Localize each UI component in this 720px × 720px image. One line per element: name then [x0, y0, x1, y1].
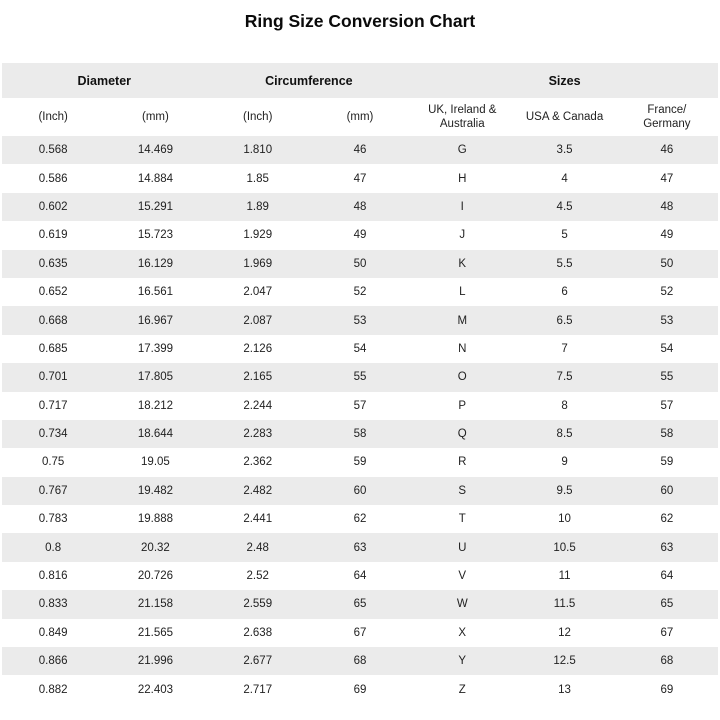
table-row	[2, 193, 718, 221]
table-cell: 62	[353, 513, 367, 526]
table-cell: 19.482	[137, 484, 174, 497]
table-cell: 0.652	[38, 286, 68, 299]
page-title: Ring Size Conversion Chart	[244, 11, 476, 31]
table-cell: 4	[561, 172, 568, 185]
column-header-row	[2, 98, 718, 136]
table-cell: 2.48	[246, 541, 269, 554]
table-cell: 2.165	[243, 371, 273, 384]
table-cell: 6.5	[556, 314, 573, 327]
table-cell: 2.087	[243, 314, 273, 327]
table-cell: 21.996	[137, 655, 174, 668]
table-cell: Z	[458, 683, 466, 696]
table-cell: T	[458, 513, 466, 526]
table-cell: 4.5	[556, 200, 573, 213]
table-cell: I	[460, 200, 464, 213]
table-cell: 48	[660, 200, 674, 213]
table-row	[2, 590, 718, 618]
table-cell: 19.888	[137, 513, 174, 526]
table-cell: 1.89	[246, 200, 269, 213]
table-cell: 53	[660, 314, 674, 327]
table-cell: 0.668	[38, 314, 68, 327]
table-cell: 21.158	[137, 598, 174, 611]
table-cell: 3.5	[556, 144, 573, 157]
table-cell: M	[457, 314, 468, 327]
table-cell: X	[458, 626, 467, 639]
table-cell: 54	[353, 342, 367, 355]
col-header-diameter-inch: (Inch)	[2, 98, 104, 136]
table-cell: 54	[660, 342, 674, 355]
table-cell: 2.126	[243, 342, 273, 355]
table-cell: 14.884	[137, 172, 174, 185]
table-row	[2, 420, 718, 448]
col-header-circumference-inch: (Inch)	[207, 98, 309, 136]
table-cell: S	[458, 484, 467, 497]
table-cell: 1.810	[243, 144, 273, 157]
table-cell: 0.717	[38, 399, 68, 412]
col-header-uk-ireland-australia: UK, Ireland & Australia	[411, 98, 513, 136]
table-cell: 0.833	[38, 598, 68, 611]
table-cell: 69	[660, 683, 674, 696]
table-cell: 12	[558, 626, 571, 639]
group-header-sizes: Sizes	[411, 63, 718, 98]
table-cell: 68	[660, 655, 674, 668]
table-cell: 52	[353, 286, 367, 299]
table-cell: 15.723	[137, 229, 174, 242]
table-row	[2, 505, 718, 533]
table-cell: 57	[660, 399, 674, 412]
table-cell: 0.568	[38, 144, 68, 157]
table-cell: 1.969	[243, 257, 273, 270]
table-row	[2, 675, 718, 703]
table-cell: 0.586	[38, 172, 68, 185]
table-cell: 55	[353, 371, 367, 384]
table-cell: 2.638	[243, 626, 273, 639]
table-cell: 0.734	[38, 428, 68, 441]
table-cell: 63	[660, 541, 674, 554]
table-cell: 46	[660, 144, 674, 157]
table-cell: 53	[353, 314, 367, 327]
table-cell: 2.559	[243, 598, 273, 611]
table-cell: 0.75	[41, 456, 65, 469]
table-cell: 5.5	[556, 257, 573, 270]
table-cell: 67	[660, 626, 674, 639]
table-cell: 64	[353, 570, 367, 583]
table-cell: 0.882	[38, 683, 68, 696]
table-row	[2, 363, 718, 391]
table-cell: 68	[353, 655, 367, 668]
table-cell: 49	[660, 229, 674, 242]
table-row	[2, 136, 718, 164]
table-cell: 2.244	[243, 399, 273, 412]
table-cell: 57	[353, 399, 367, 412]
table-cell: 59	[353, 456, 367, 469]
table-cell: J	[459, 229, 466, 242]
table-cell: 2.717	[243, 683, 273, 696]
table-body	[2, 136, 718, 704]
table-cell: 2.677	[243, 655, 273, 668]
table-cell: 10.5	[553, 541, 576, 554]
table-cell: V	[458, 570, 467, 583]
table-cell: 0.767	[38, 484, 68, 497]
table-cell: 2.047	[243, 286, 273, 299]
table-cell: 0.866	[38, 655, 68, 668]
table-cell: 65	[660, 598, 674, 611]
table-row	[2, 335, 718, 363]
table-cell: 48	[353, 200, 367, 213]
table-cell: Q	[457, 428, 467, 441]
table-cell: 16.967	[137, 314, 174, 327]
table-cell: 46	[353, 144, 367, 157]
table-cell: 9	[561, 456, 568, 469]
table-cell: U	[458, 541, 467, 554]
table-cell: 2.362	[243, 456, 273, 469]
table-cell: 69	[353, 683, 367, 696]
table-cell: 8.5	[556, 428, 573, 441]
table-cell: R	[458, 456, 467, 469]
table-cell: 62	[660, 513, 674, 526]
table-row	[2, 306, 718, 334]
table-cell: O	[457, 371, 467, 384]
table-cell: 19.05	[141, 456, 170, 469]
table-cell: 58	[353, 428, 367, 441]
ring-size-conversion-table	[2, 63, 718, 704]
table-cell: 65	[353, 598, 367, 611]
table-cell: 50	[353, 257, 367, 270]
table-cell: 7	[561, 342, 568, 355]
table-cell: 5	[561, 229, 568, 242]
table-cell: 0.816	[38, 570, 68, 583]
table-row	[2, 392, 718, 420]
table-cell: 15.291	[137, 200, 174, 213]
table-cell: 13	[558, 683, 571, 696]
table-cell: 18.212	[137, 399, 174, 412]
table-cell: 17.805	[137, 371, 174, 384]
table-cell: N	[458, 342, 467, 355]
table-cell: 0.685	[38, 342, 68, 355]
table-cell: 18.644	[137, 428, 174, 441]
table-cell: 52	[660, 286, 674, 299]
col-header-france-germany: France/ Germany	[616, 98, 718, 136]
group-header-diameter: Diameter	[2, 63, 207, 98]
table-cell: 16.561	[137, 286, 174, 299]
table-cell: 6	[561, 286, 568, 299]
table-cell: G	[457, 144, 467, 157]
table-cell: Y	[458, 655, 467, 668]
table-cell: L	[459, 286, 466, 299]
table-cell: 0.602	[38, 200, 68, 213]
table-cell: 47	[353, 172, 367, 185]
table-cell: 7.5	[556, 371, 573, 384]
col-header-diameter-mm: (mm)	[104, 98, 206, 136]
table-cell: 0.635	[38, 257, 68, 270]
table-row	[2, 448, 718, 476]
table-cell: 20.32	[141, 541, 170, 554]
table-cell: 12.5	[553, 655, 576, 668]
table-cell: 50	[660, 257, 674, 270]
table-cell: W	[456, 598, 468, 611]
table-cell: 2.283	[243, 428, 273, 441]
table-cell: 60	[353, 484, 367, 497]
table-cell: 60	[660, 484, 674, 497]
table-row	[2, 647, 718, 675]
group-header-circumference: Circumference	[207, 63, 412, 98]
group-header-row	[2, 63, 718, 98]
table-cell: 0.701	[38, 371, 68, 384]
table-cell: K	[458, 257, 467, 270]
table-cell: 14.469	[137, 144, 174, 157]
table-cell: 1.85	[246, 172, 269, 185]
table-cell: 0.849	[38, 626, 68, 639]
table-row	[2, 533, 718, 561]
table-cell: 0.619	[38, 229, 68, 242]
table-cell: 1.929	[243, 229, 273, 242]
table-cell: 8	[561, 399, 568, 412]
table-cell: 17.399	[137, 342, 174, 355]
table-row	[2, 278, 718, 306]
col-header-usa-canada: USA & Canada	[513, 98, 615, 136]
table-cell: 58	[660, 428, 674, 441]
table-cell: 2.441	[243, 513, 273, 526]
table-cell: 10	[558, 513, 571, 526]
table-cell: 47	[660, 172, 674, 185]
table-row	[2, 562, 718, 590]
table-header	[2, 63, 718, 136]
table-cell: 0.783	[38, 513, 68, 526]
table-cell: 0.8	[45, 541, 62, 554]
table-row	[2, 221, 718, 249]
table-cell: 2.52	[246, 570, 269, 583]
table-cell: 16.129	[137, 257, 174, 270]
table-cell: 9.5	[556, 484, 573, 497]
table-cell: P	[458, 399, 467, 412]
table-cell: 67	[353, 626, 367, 639]
table-cell: 49	[353, 229, 367, 242]
table-row	[2, 477, 718, 505]
table-cell: 11.5	[553, 598, 576, 611]
table-cell: 64	[660, 570, 674, 583]
table-row	[2, 250, 718, 278]
table-cell: 2.482	[243, 484, 273, 497]
table-cell: H	[458, 172, 467, 185]
table-cell: 63	[353, 541, 367, 554]
table-cell: 21.565	[137, 626, 174, 639]
table-cell: 20.726	[137, 570, 174, 583]
col-header-circumference-mm: (mm)	[309, 98, 411, 136]
table-row	[2, 164, 718, 192]
table-row	[2, 619, 718, 647]
table-cell: 22.403	[137, 683, 174, 696]
table-cell: 11	[558, 570, 571, 583]
table-cell: 55	[660, 371, 674, 384]
table-cell: 59	[660, 456, 674, 469]
